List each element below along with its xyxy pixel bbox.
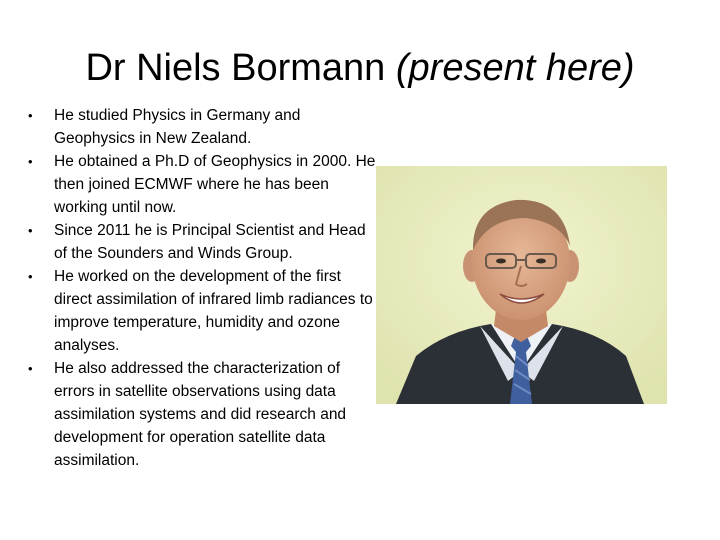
bullet-icon: • [28, 154, 33, 169]
bullet-item [26, 265, 382, 357]
bullet-item [26, 150, 382, 219]
bullet-icon: • [28, 108, 33, 123]
title-name: Dr Niels Bormann [85, 47, 386, 89]
bullet-item [26, 219, 382, 265]
bullet-list [26, 104, 382, 472]
slide-title [0, 44, 720, 92]
bullet-text: He obtained a Ph.D of Geophysics in 2000. He then joined ECMWF where he has been working until now. [54, 153, 376, 216]
bullet-item [26, 357, 382, 472]
bullet-text: He studied Physics in Germany and Geophysics in New Zealand. [54, 107, 301, 147]
bullet-icon: • [28, 361, 33, 376]
bullet-icon: • [28, 223, 33, 238]
title-note: (present here) [395, 47, 635, 89]
bullet-icon: • [28, 269, 33, 284]
bullet-item [26, 104, 382, 150]
bullet-text: He also addressed the characterization of errors in satellite observations using data assimilation systems and did research and development for operation satellite data assimilation. [54, 360, 347, 469]
portrait-photo [376, 166, 667, 404]
bullet-text: Since 2011 he is Principal Scientist and Head of the Sounders and Winds Group. [54, 222, 366, 262]
portrait-illustration [376, 166, 667, 404]
bullet-text: He worked on the development of the first direct assimilation of infrared limb radiances to improve temperature, humidity and ozone analyses. [54, 268, 373, 354]
